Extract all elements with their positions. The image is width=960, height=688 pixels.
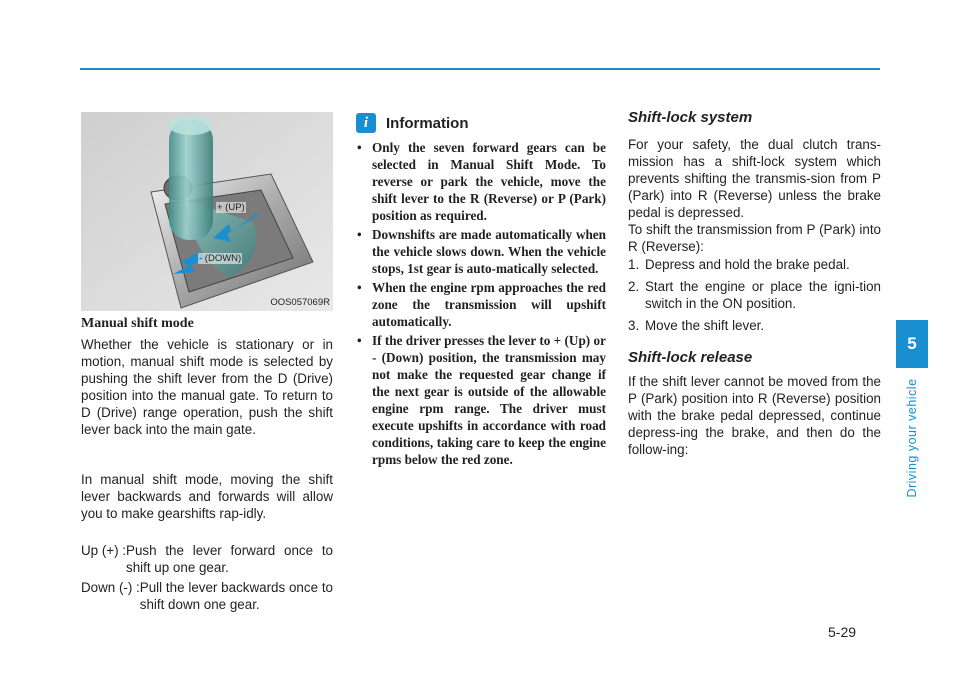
shift-lock-para-1: For your safety, the dual clutch trans-mission has a shift-lock system which prevents shifting the transmis-sion from P (Park) into R (Reverse) unless the brake pedal is depressed. [628, 137, 881, 220]
information-bullet: • Downshifts are made automatically when the vehicle slows down. When the vehicle stops, 1st gear is auto-matically selected. [356, 226, 606, 277]
chapter-title: Driving your vehicle [905, 378, 919, 498]
down-definition [81, 579, 333, 613]
shift-lock-release-heading: Shift-lock release [628, 349, 753, 366]
information-bullet: • When the engine rpm approaches the red zone the transmission will upshift automatically. [356, 279, 606, 330]
up-key: Up (+) : [81, 543, 127, 558]
step-item: 2. Start the engine or place the igni-tion switch in the ON position. [628, 279, 881, 311]
information-title: Information [386, 114, 469, 132]
chapter-side-title [902, 378, 922, 498]
information-list [356, 139, 606, 470]
shift-lock-release-text [628, 373, 881, 458]
figure-code: OOS057069R [270, 297, 330, 308]
up-label: + (UP) [217, 202, 245, 213]
manual-shift-text-2 [81, 471, 333, 522]
up-text: Push the lever forward once to shift up one gear. [126, 543, 333, 575]
header-rule [80, 68, 880, 70]
shift-lever-photo [81, 112, 333, 311]
information-bullet: • Only the seven forward gears can be selected in Manual Shift Mode. To reverse or park the vehicle, move the shift lever to the R (Reverse) or P (Park) position as required. [356, 139, 606, 224]
chapter-tab: 5 [896, 320, 928, 368]
info-icon: i [356, 113, 376, 133]
manual-para-2: In manual shift mode, moving the shift lever backwards and forwards will allow you to make gearshifts rap-idly. [81, 472, 333, 521]
shift-lock-steps [628, 256, 881, 339]
down-text: Pull the lever backwards once to shift down one gear. [139, 580, 333, 612]
up-definition [81, 542, 333, 576]
manual-para-1: Whether the vehicle is stationary or in motion, manual shift mode is selected by pushing the shift lever from the D (Drive) position into the manual gate. To return to D (Drive) range operation, push the shift lever back into the main gate. [81, 337, 333, 437]
step-item: 3. Move the shift lever. [628, 318, 765, 333]
manual-shift-heading: Manual shift mode [81, 316, 194, 331]
shift-lock-release-para: If the shift lever cannot be moved from the P (Park) position into R (Reverse) position with the brake pedal depressed, continue depress-ing the brake, and then do the follow-ing: [628, 374, 881, 457]
down-label: - (DOWN) [199, 253, 242, 264]
shift-lock-steps-intro [628, 221, 881, 255]
manual-shift-text [81, 336, 333, 438]
shift-lever-illustration [81, 112, 333, 311]
shift-lock-heading: Shift-lock system [628, 109, 753, 126]
information-bullet: • If the driver presses the lever to + (Up) or - (Down) position, the transmission may not make the requested gear change if the next gear is outside of the allowable engine rpm range. The driver must execute upshifts in accordance with road conditions, taking care to keep the engine rpms below the red zone. [356, 332, 606, 468]
shift-lock-intro [628, 136, 881, 221]
page-number: 5-29 [828, 624, 857, 640]
shift-lock-para-2: To shift the transmission from P (Park) into R (Reverse): [628, 222, 881, 254]
information-header [356, 113, 469, 133]
step-item: 1. Depress and hold the brake pedal. [628, 257, 850, 272]
down-key: Down (-) : [81, 580, 140, 595]
